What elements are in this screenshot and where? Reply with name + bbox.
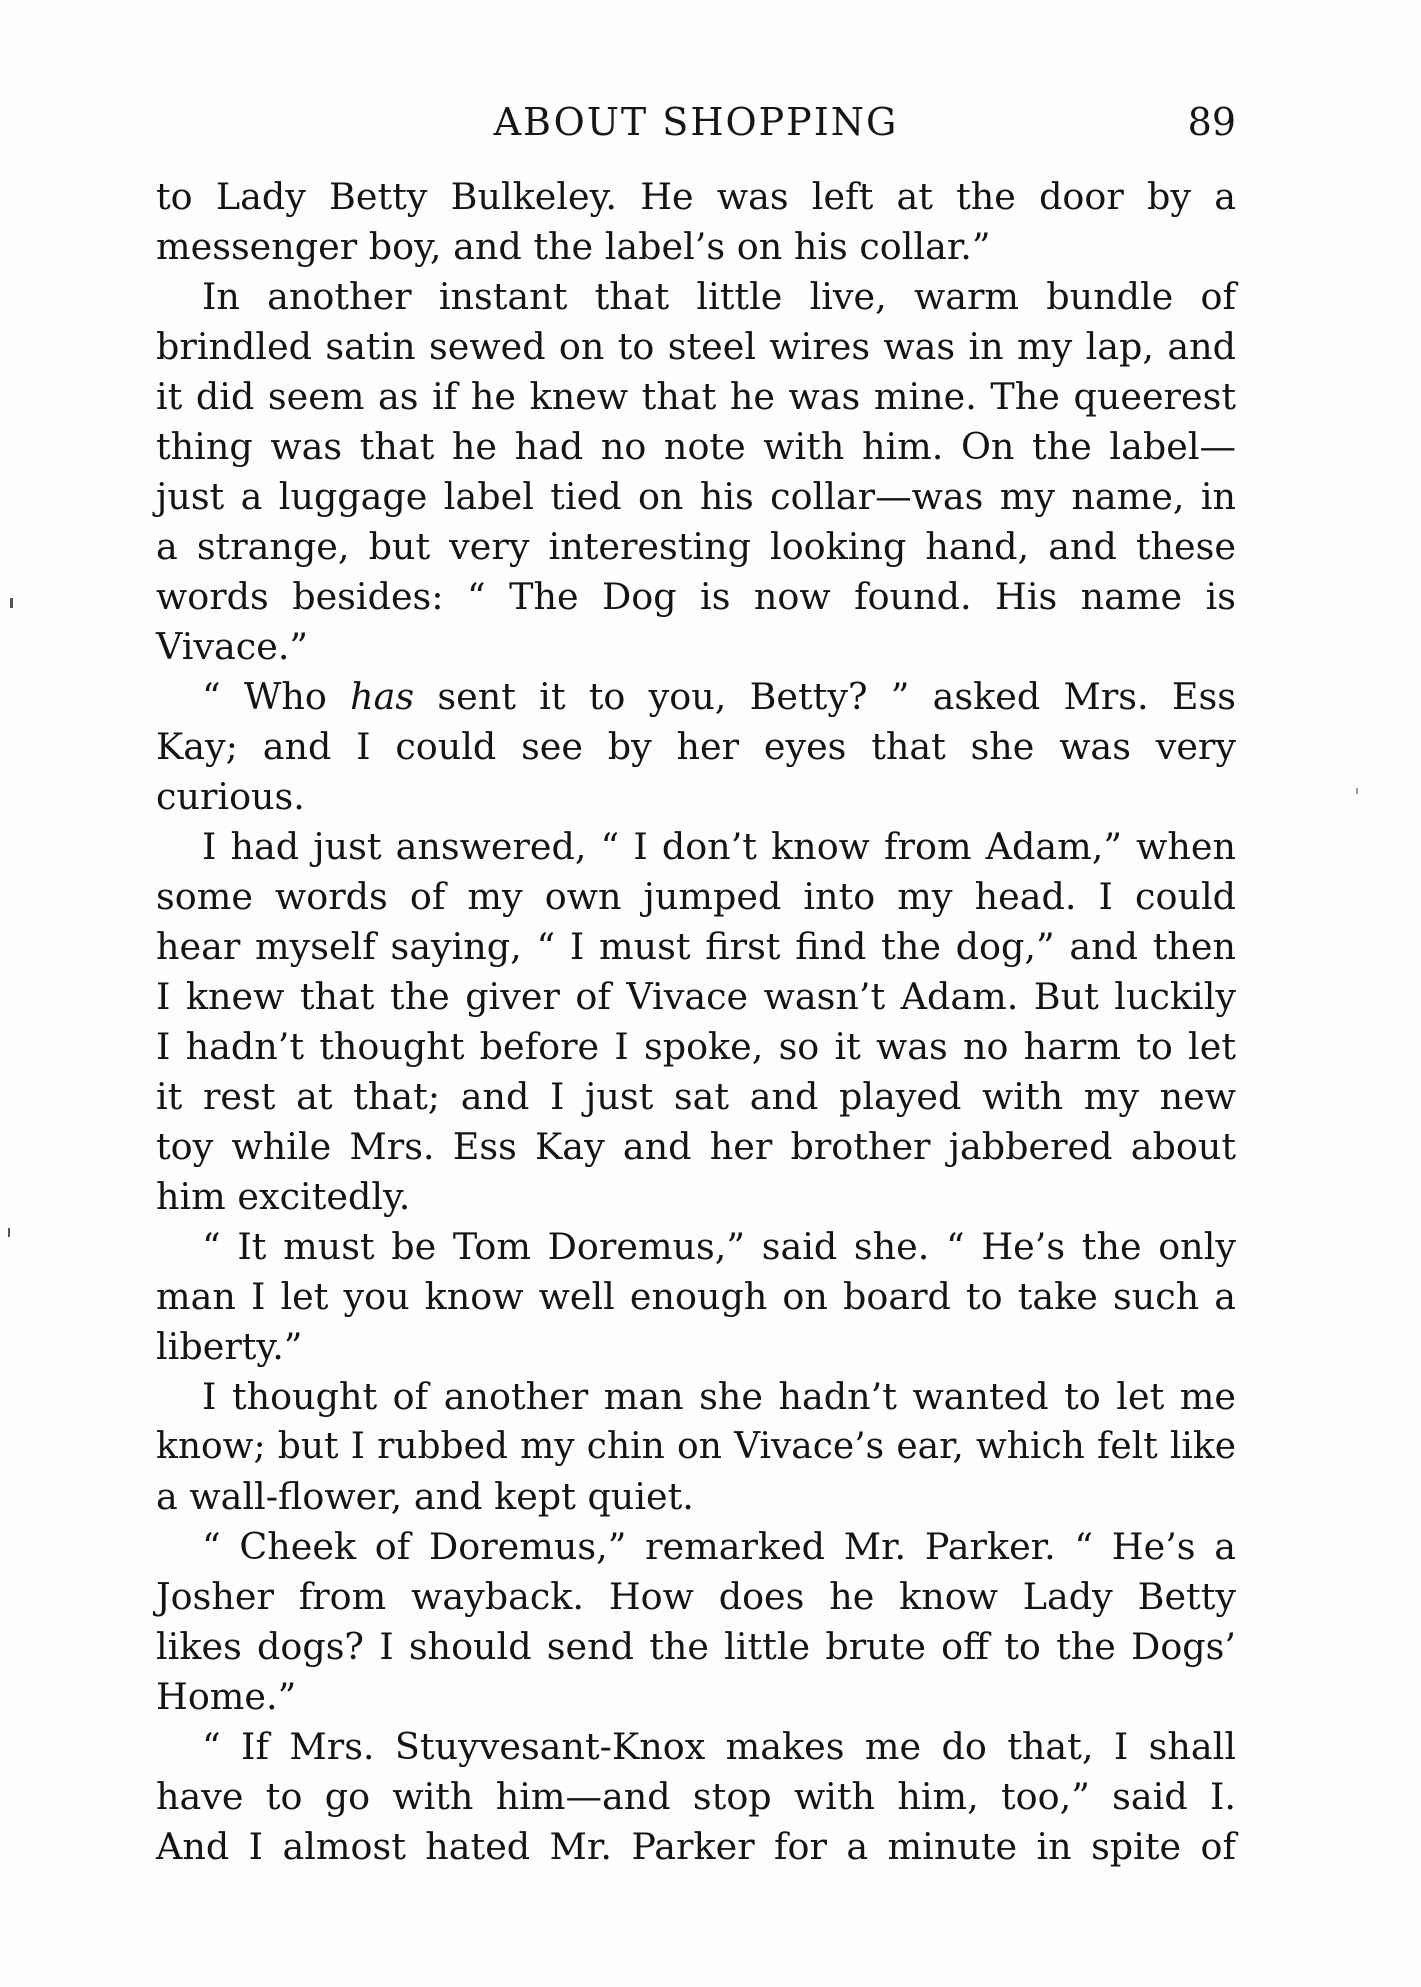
text-line: just a luggage label tied on his collar—was my name, in bbox=[156, 475, 1236, 518]
text-line: him excitedly. bbox=[156, 1175, 411, 1218]
text-line: Vivace.” bbox=[156, 625, 309, 668]
text-line: “ If Mrs. Stuyvesant-Knox makes me do that, I shall bbox=[202, 1725, 1236, 1768]
text-line: brindled satin sewed on to steel wires was in my lap, and bbox=[156, 325, 1236, 368]
text-line: “ Cheek of Doremus,” remarked Mr. Parker. “ He’s a bbox=[202, 1525, 1236, 1568]
text-line bbox=[156, 672, 1236, 722]
text-line: liberty.” bbox=[156, 1325, 303, 1368]
running-title: ABOUT SHOPPING bbox=[493, 100, 899, 144]
text-line: it rest at that; and I just sat and played with my new bbox=[156, 1075, 1236, 1118]
text-line: And I almost hated Mr. Parker for a minute in spite of bbox=[156, 1825, 1236, 1868]
margin-speck bbox=[8, 1228, 10, 1237]
text-line: know; but I rubbed my chin on Vivace’s ear, which felt like bbox=[156, 1426, 1236, 1467]
text-line: thing was that he had no note with him. On the label— bbox=[156, 425, 1236, 468]
text-line: have to go with him—and stop with him, too,” said I. bbox=[156, 1775, 1236, 1818]
text-line: toy while Mrs. Ess Kay and her brother jabbered about bbox=[156, 1125, 1236, 1168]
body-text bbox=[156, 172, 1236, 1872]
text-line: hear myself saying, “ I must first find the dog,” and then bbox=[156, 925, 1236, 968]
text-line: a wall-flower, and kept quiet. bbox=[156, 1475, 694, 1518]
text-line: I hadn’t thought before I spoke, so it was no harm to let bbox=[156, 1025, 1236, 1068]
text-line: it did seem as if he knew that he was mine. The queerest bbox=[156, 375, 1236, 418]
text-line: likes dogs? I should send the little brute off to the Dogs’ bbox=[156, 1625, 1236, 1668]
text-line: to Lady Betty Bulkeley. He was left at the door by a bbox=[156, 175, 1236, 218]
text-line: Home.” bbox=[156, 1675, 297, 1718]
text-line: I thought of another man she hadn’t wanted to let me bbox=[202, 1375, 1236, 1418]
running-head bbox=[156, 100, 1236, 160]
text-line: curious. bbox=[156, 775, 305, 818]
text-line: “ It must be Tom Doremus,” said she. “ He’s the only bbox=[202, 1225, 1236, 1268]
text-run: sent it to you, Betty? ” asked Mrs. Ess bbox=[414, 675, 1236, 718]
text-line: I knew that the giver of Vivace wasn’t Adam. But luckily bbox=[156, 975, 1236, 1018]
text-line: a strange, but very interesting looking hand, and these bbox=[156, 525, 1236, 568]
text-line: man I let you know well enough on board to take such a bbox=[156, 1275, 1236, 1318]
margin-speck bbox=[10, 598, 13, 608]
text-line: Josher from wayback. How does he know Lady Betty bbox=[156, 1575, 1236, 1618]
text-line: some words of my own jumped into my head. I could bbox=[156, 875, 1236, 918]
text-line: Kay; and I could see by her eyes that she was very bbox=[156, 725, 1236, 768]
text-line: In another instant that little live, warm bundle of bbox=[202, 275, 1236, 318]
emphasis: has bbox=[350, 675, 415, 718]
margin-speck bbox=[1356, 788, 1358, 794]
text-run: “ Who bbox=[202, 675, 351, 718]
page-number: 89 bbox=[1187, 100, 1236, 144]
text-line: I had just answered, “ I don’t know from Adam,” when bbox=[202, 825, 1236, 868]
text-line: words besides: “ The Dog is now found. His name is bbox=[156, 575, 1236, 618]
text-line: messenger boy, and the label’s on his collar.” bbox=[156, 225, 991, 268]
